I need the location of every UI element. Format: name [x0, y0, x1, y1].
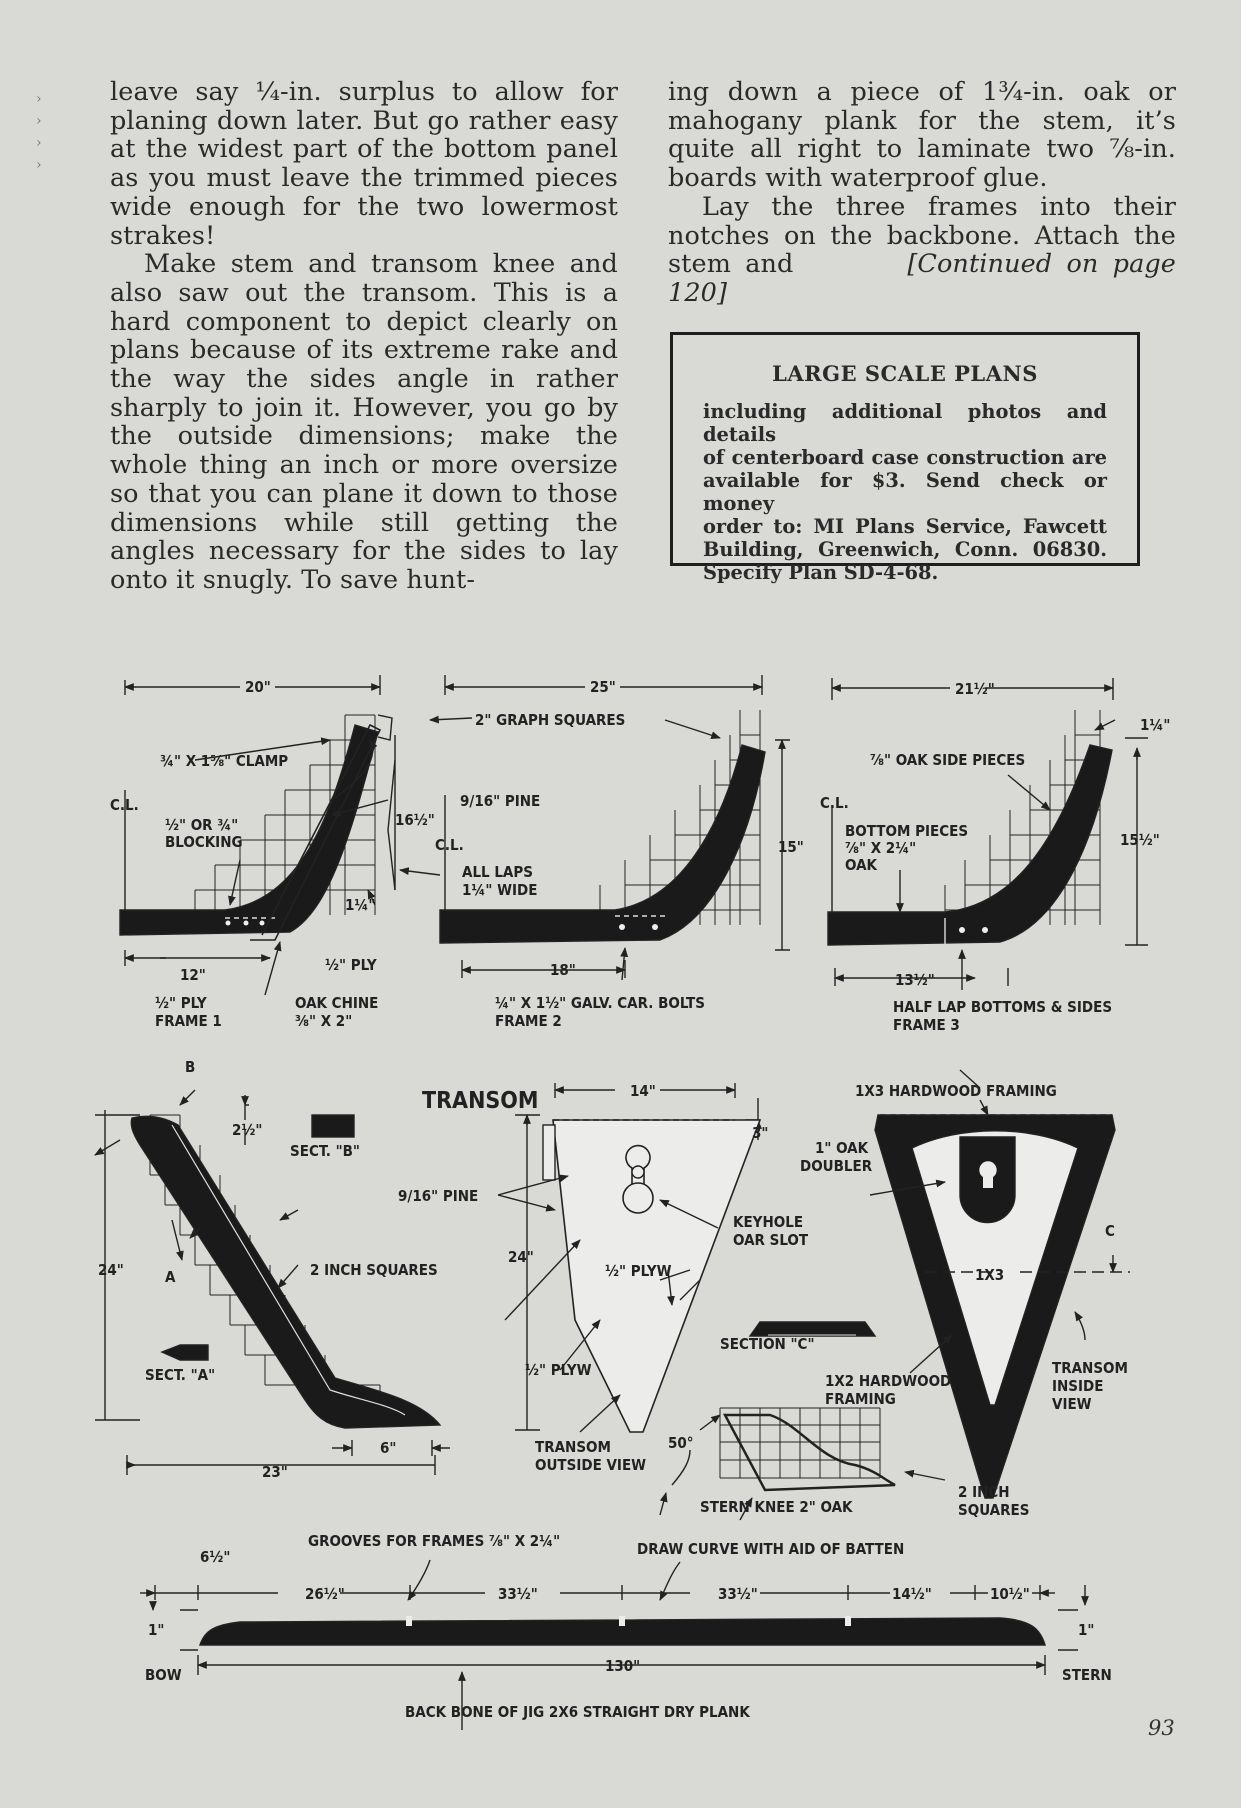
transom-squares-label2: SQUARES — [958, 1501, 1030, 1519]
frame1-chine-dim: ⅜" X 2" — [295, 1012, 353, 1030]
backbone-dim-1: 26½" — [305, 1585, 345, 1603]
transom-squares-label1: 2 INCH — [958, 1483, 1010, 1501]
paragraph: ing down a piece of 1¾-in. oak or mahogany plank for the stem, it’s quite all right to laminate two ⅞-in. boards with waterproof glue. — [668, 77, 1176, 194]
frame3-bottom-material: OAK — [845, 856, 877, 874]
frame2-height-label: 15" — [778, 838, 804, 856]
plans-box — [670, 332, 1140, 584]
stem-width-label: 23" — [262, 1463, 288, 1481]
frame3-bottom-label: BOTTOM PIECES — [845, 822, 969, 840]
frame2-base-label: 18" — [550, 961, 576, 979]
transom-angle-label: 50° — [668, 1434, 694, 1452]
backbone-length-label: 130" — [605, 1657, 641, 1675]
frame2-laps-width: 1¼" WIDE — [462, 881, 538, 899]
stem-sect-b-label: SECT. "B" — [290, 1142, 360, 1160]
frame3-cl-label: C.L. — [820, 794, 849, 812]
backbone-dim-4: 14½" — [892, 1585, 932, 1603]
transom-1x2-label2: FRAMING — [825, 1390, 896, 1408]
plans-line: of centerboard case construction are — [703, 446, 1107, 469]
transom-1x3-label: 1X3 — [975, 1266, 1005, 1284]
stem-toe-label: 6" — [380, 1439, 397, 1457]
stem-squares-label: 2 INCH SQUARES — [310, 1261, 438, 1279]
backbone-stern-label: STERN — [1062, 1666, 1112, 1684]
transom-inside-diagram — [870, 1070, 1130, 1498]
frame1-chine-label: OAK CHINE — [295, 994, 379, 1012]
frame2-title: FRAME 2 — [495, 1012, 562, 1030]
frame1-base-label: 12" — [180, 966, 206, 984]
transom-inside-label3: VIEW — [1052, 1395, 1092, 1413]
frame1-height-label: 16½" — [395, 811, 435, 829]
backbone-stern-height: 1" — [1078, 1621, 1095, 1639]
transom-oar-label: OAR SLOT — [733, 1231, 809, 1249]
frame2-cl-label: C.L. — [435, 836, 464, 854]
frame2-pine-label: 9/16" PINE — [460, 792, 541, 810]
frame1-blocking-label: ½" OR ¾" BLOCKING — [165, 816, 243, 851]
backbone-dim-2: 33½" — [498, 1585, 538, 1603]
transom-height-label: 24" — [508, 1248, 534, 1266]
frame3-title: FRAME 3 — [893, 1016, 960, 1034]
margin-marks: › › › › — [36, 91, 42, 173]
transom-width-label: 14" — [630, 1082, 656, 1100]
frame3-bottom-dim: ⅞" X 2¼" — [845, 839, 917, 857]
transom-plyw2-label: ½" PLYW — [525, 1361, 592, 1379]
frame3-lap-label: HALF LAP BOTTOMS & SIDES — [893, 998, 1113, 1016]
frame3-top-label: 1¼" — [1140, 716, 1171, 734]
page-number: 93 — [1148, 1716, 1175, 1740]
stern-knee-label: STERN KNEE 2" OAK — [700, 1498, 853, 1516]
plans-line: order to: MI Plans Service, Fawcett — [703, 515, 1107, 538]
frame3-sides-label: ⅞" OAK SIDE PIECES — [870, 751, 1026, 769]
frame1-title: FRAME 1 — [155, 1012, 222, 1030]
frame2-width-label: 25" — [590, 678, 616, 696]
stem-b-label: B — [185, 1058, 196, 1076]
article-left-column — [110, 78, 618, 595]
transom-outside-label1: TRANSOM — [535, 1438, 611, 1456]
frame1-clamp-label: ¾" X 1⅝" CLAMP — [160, 752, 289, 770]
backbone-title: BACK BONE OF JIG 2X6 STRAIGHT DRY PLANK — [405, 1703, 750, 1721]
transom-top-label: 3" — [752, 1124, 769, 1142]
frame1-lap-label: 1¼" — [345, 896, 376, 914]
transom-c-label: C — [1105, 1222, 1115, 1240]
transom-doubler-label1: 1" OAK — [815, 1139, 869, 1157]
plans-line: Building, Greenwich, Conn. 06830. — [703, 538, 1107, 561]
transom-doubler-label2: DOUBLER — [800, 1157, 873, 1175]
transom-inside-label1: TRANSOM — [1052, 1359, 1128, 1377]
backbone-bow-label: BOW — [145, 1666, 182, 1684]
frame3-width-label: 21½" — [955, 680, 995, 698]
frame1-cl-label: C.L. — [110, 796, 139, 814]
transom-title: TRANSOM — [422, 1088, 539, 1114]
stem-sect-a-label: SECT. "A" — [145, 1366, 216, 1384]
frame1-ply-mid-label: ½" PLY — [325, 956, 377, 974]
transom-plyw1-label: ½" PLYW — [605, 1262, 672, 1280]
backbone-dim-3: 33½" — [718, 1585, 758, 1603]
backbone-dim-5: 10½" — [990, 1585, 1030, 1603]
plans-line: including additional photos and details — [703, 400, 1107, 446]
article-right-column — [668, 78, 1176, 308]
frame3-height-label: 15½" — [1120, 831, 1160, 849]
paragraph: leave say ¼-in. surplus to allow for planing down later. But go rather easy at the widest part of the bottom panel as you must leave the trimmed pieces wide enough for the two lowermost strakes! — [110, 77, 618, 251]
paragraph: Make stem and transom knee and also saw out the transom. This is a hard component to depict clearly on plans because of its extreme rake and the way the sides angle in rather sharply to join it. However, you go by the outside dimensions; make the whole thing an inch or more oversize so that you can plane it down to those dimensions while still getting the angles necessary for the sides to lay onto it snugly. To save hunt- — [110, 249, 618, 595]
transom-inside-label2: INSIDE — [1052, 1377, 1104, 1395]
frame2-bolts-label: ¼" X 1½" GALV. CAR. BOLTS — [495, 994, 705, 1012]
backbone-dim-0: 6½" — [200, 1548, 231, 1566]
plans-title: LARGE SCALE PLANS — [772, 361, 1038, 386]
plans-line: Specify Plan SD-4-68. — [703, 561, 939, 584]
backbone-grooves-label: GROOVES FOR FRAMES ⅞" X 2¼" — [308, 1532, 561, 1550]
backbone-bow-height: 1" — [148, 1621, 165, 1639]
frame-1-diagram — [120, 675, 395, 995]
continued-link[interactable]: [Continued on page 120] — [668, 249, 1176, 308]
stem-height-label: 24" — [98, 1261, 124, 1279]
backbone-batten-label: DRAW CURVE WITH AID OF BATTEN — [637, 1540, 905, 1558]
transom-keyhole-label: KEYHOLE — [733, 1213, 804, 1231]
plans-line: available for $3. Send check or money — [703, 469, 1107, 515]
transom-pine-label: 9/16" PINE — [398, 1187, 479, 1205]
transom-1x2-label1: 1X2 HARDWOOD — [825, 1372, 952, 1390]
stem-a-label: A — [165, 1268, 176, 1286]
frame2-graph-label: 2" GRAPH SQUARES — [475, 711, 626, 729]
boat-plans-drawing — [0, 600, 1241, 1760]
frame1-width-label: 20" — [245, 678, 271, 696]
frame3-base-label: 13½" — [895, 971, 935, 989]
frame2-laps-label: ALL LAPS — [462, 863, 533, 881]
paragraph-text: Lay the three frames into their notches on the backbone. Attach the stem and — [668, 191, 1176, 280]
transom-section-label: SECTION "C" — [720, 1335, 815, 1353]
transom-outside-label2: OUTSIDE VIEW — [535, 1456, 647, 1474]
frame1-ply-label: ½" PLY — [155, 994, 207, 1012]
stem-diagram — [95, 1090, 450, 1475]
plans-body — [703, 400, 1107, 584]
paragraph — [668, 193, 1176, 308]
transom-framing-label: 1X3 HARDWOOD FRAMING — [855, 1082, 1057, 1100]
stem-b-dim: 2½" — [232, 1121, 263, 1139]
